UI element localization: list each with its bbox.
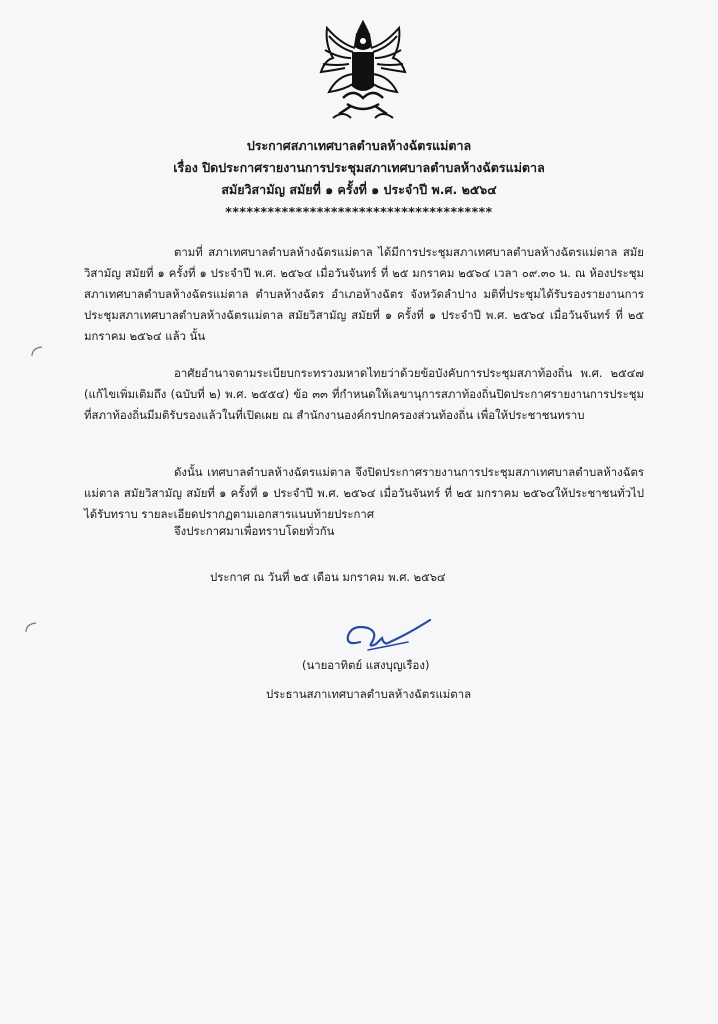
punch-hole-mark — [28, 344, 48, 364]
paragraph-meeting: ตามที่ สภาเทศบาลตำบลห้างฉัตรแม่ตาล ได้มีการประชุมสภาเทศบาลตำบลห้างฉัตรแม่ตาล สมัยวิสามัญ สมัยที่ ๑ ครั้งที่ ๑ ประจำปี พ.ศ. ๒๕๖๔ เมื่อวันจันทร์ ที่ ๒๕ มกราคม ๒๕๖๔ เวลา ๐๙.๓๐ น. ณ ห้องประชุมสภาเทศบาลตำบลห้างฉัตรแม่ตาล ตำบลห้างฉัตร อำเภอห้างฉัตร จังหวัดลำปาง มติที่ประชุมได้รับรองรายงานการประชุมสภาเทศบาลตำบลห้างฉัตรแม่ตาล สมัยวิสามัญ สมัยที่ ๑ ครั้งที่ ๑ ประจำปี พ.ศ. ๒๕๖๔ เมื่อวันจันทร์ ที่ ๒๕ มกราคม ๒๕๖๔ แล้ว นั้น — [84, 245, 644, 343]
subject-line: เรื่อง ปิดประกาศรายงานการประชุมสภาเทศบาลตำบลห้างฉัตรแม่ตาล — [173, 160, 545, 175]
handwritten-signature — [338, 612, 434, 660]
issuer-title: ประกาศสภาเทศบาลตำบลห้างฉัตรแม่ตาล — [246, 138, 472, 153]
signer-name: (นายอาทิตย์ แสงบุญเรือง) — [302, 658, 430, 672]
signer-position: ประธานสภาเทศบาลตำบลห้างฉัตรแม่ตาล — [266, 687, 472, 701]
session-line: สมัยวิสามัญ สมัยที่ ๑ ครั้งที่ ๑ ประจำปี พ.ศ. ๒๕๖๔ — [221, 182, 497, 197]
paragraph-authority: อาศัยอำนาจตามระเบียบกระทรวงมหาดไทยว่าด้วยข้อบังคับการประชุมสภาท้องถิ่น พ.ศ. ๒๕๔๗ (แก้ไขเพิ่มเติมถึง (ฉบับที่ ๒) พ.ศ. ๒๕๕๔) ข้อ ๓๓ ที่กำหนดให้เลขานุการสภาท้องถิ่นปิดประกาศรายงานการประชุมที่สภาท้องถิ่นมีมติรับรองแล้วในที่เปิดเผย ณ สำนักงานองค์กรปกครองส่วนท้องถิ่น เพื่อให้ประชาชนทราบ — [84, 366, 644, 422]
punch-hole-mark — [22, 620, 42, 640]
asterisk-divider: ************************************** — [225, 204, 493, 219]
paragraph-announcement: ดังนั้น เทศบาลตำบลห้างฉัตรแม่ตาล จึงปิดประกาศรายงานการประชุมสภาเทศบาลตำบลห้างฉัตรแม่ตาล สมัยวิสามัญ สมัยที่ ๑ ครั้งที่ ๑ ประจำปี พ.ศ. ๒๕๖๔ เมื่อวันจันทร์ ที่ ๒๕ มกราคม ๒๕๖๔ให้ประชาชนทั่วไปได้รับทราบ รายละเอียดปรากฏตามเอกสารแนบท้ายประกาศ — [84, 465, 644, 521]
date-line: ประกาศ ณ วันที่ ๒๕ เดือน มกราคม พ.ศ. ๒๕๖๔ — [210, 570, 446, 584]
closing-line: จึงประกาศมาเพื่อทราบโดยทั่วกัน — [174, 524, 335, 538]
garuda-emblem-icon — [313, 14, 413, 126]
